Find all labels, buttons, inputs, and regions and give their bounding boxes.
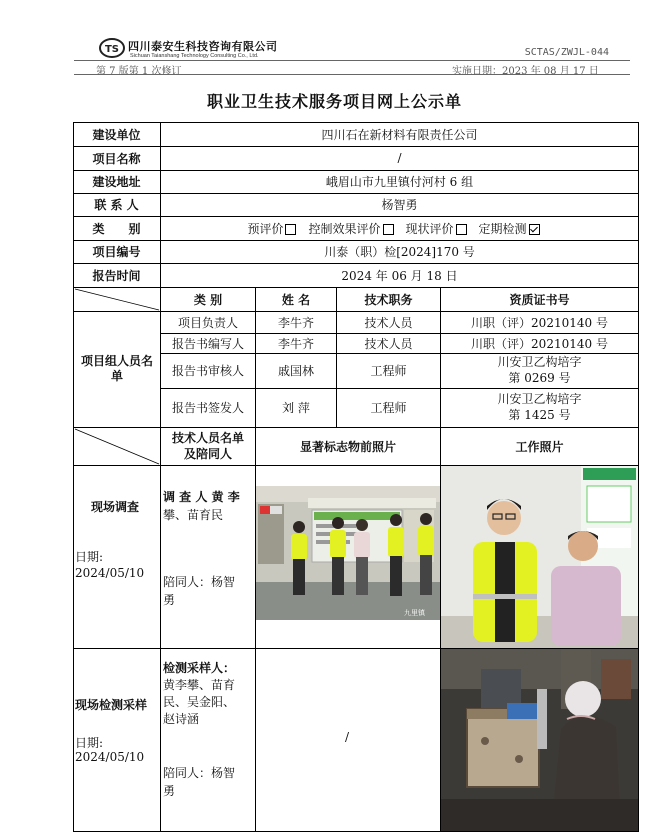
cert-line: 第 1425 号: [508, 407, 571, 422]
header-staff-list-line: 及陪同人: [183, 447, 232, 461]
category-option: [308, 220, 397, 237]
cert-line: 第 0269 号: [508, 370, 571, 385]
category-option: [479, 220, 544, 237]
team-row-name: 戚国林: [277, 364, 314, 378]
team-row-cert: [441, 353, 638, 388]
label-project-name: 项目名称: [92, 151, 141, 166]
survey-date-label: 日期:: [75, 550, 104, 564]
samplers-line: 赵诗涵: [163, 712, 200, 726]
sampling-landmark-value: /: [345, 730, 350, 744]
header-rule: [74, 74, 630, 75]
team-header-name: 姓 名: [281, 292, 311, 307]
label-contact: 联 系 人: [94, 198, 139, 212]
team-row-job: 工程师: [370, 401, 407, 415]
team-row-type: 报告书签发人: [171, 401, 244, 415]
cert-line: 川安卫乙构培字: [497, 354, 582, 369]
header-staff-list-line: 技术人员名单: [171, 430, 244, 445]
company-name-en: Sichuan Taianshang Technology Consulting Co., Ltd.: [130, 53, 259, 59]
photo-watermark: 九里镇: [404, 609, 425, 617]
label-project-number: 项目编号: [92, 245, 141, 259]
category-options: [161, 216, 638, 240]
publicity-table: [73, 122, 639, 832]
diagonal-slash: [73, 427, 161, 466]
investigators-line: 调 查 人 黄 李: [163, 490, 240, 504]
sampling-date: 2024/05/10: [75, 750, 145, 764]
company-name: 四川泰安生科技咨询有限公司: [128, 40, 278, 53]
category-option: [247, 220, 300, 237]
samplers-line: 黄李攀、苗育: [163, 678, 236, 692]
category-option-label: 现状评价: [405, 221, 454, 236]
value-report-time: 2024 年 06 月 18 日: [341, 268, 458, 283]
value-project-name: /: [397, 151, 402, 165]
edition-info: 第 7 版第 1 次修订: [96, 66, 182, 77]
category-option: [406, 220, 471, 237]
team-row-name: 刘 萍: [282, 401, 310, 415]
document-number: SCTAS/ZWJL-044: [524, 47, 609, 58]
team-row-type: 报告书编写人: [171, 336, 244, 351]
header-staff-list: [161, 427, 255, 465]
label-team-members: 项目组人员名单: [80, 354, 153, 383]
document-title: 职业卫生技术服务项目网上公示单: [206, 92, 462, 111]
label-construction-unit: 建设单位: [92, 127, 141, 142]
label-report-time: 报告时间: [92, 268, 141, 283]
work-photo-sampling: [441, 649, 638, 831]
sampling-companion: [163, 764, 235, 800]
work-photo-survey: [441, 466, 638, 648]
investigators-line: 攀、苗育民: [163, 508, 224, 522]
checkbox-icon: [285, 224, 296, 235]
label-site-survey: 现场调查: [91, 500, 140, 514]
category-option-label: 定期检测: [478, 221, 527, 236]
header-rule: [74, 60, 630, 61]
svg-text:TS: TS: [104, 44, 120, 55]
value-project-number: 川泰（职）检[2024]170 号: [324, 245, 475, 259]
label-address: 建设地址: [92, 175, 141, 189]
team-header-cert: 资质证书号: [509, 292, 570, 307]
header-work-photo: 工作照片: [515, 439, 564, 454]
checked-checkbox-icon: [529, 224, 540, 235]
label-category: 类 别: [92, 221, 141, 236]
team-header-type: 类 别: [193, 292, 223, 307]
team-row-type: 项目负责人: [177, 315, 238, 330]
samplers-line: 民、吴金阳、: [163, 695, 236, 709]
value-address: 峨眉山市九里镇付河村 6 组: [325, 175, 474, 189]
team-row-cert: [441, 388, 638, 427]
checkbox-icon: [383, 224, 394, 235]
survey-companion: [163, 573, 235, 609]
companion-line: 陪同人：杨智: [163, 575, 236, 589]
checkbox-icon: [456, 224, 467, 235]
companion-line: 陪同人：杨智: [163, 766, 236, 780]
samplers-line: 检测采样人：: [163, 661, 236, 675]
team-row-cert: 川职（评）20210140 号: [471, 315, 608, 330]
team-row-name: 李牛齐: [277, 336, 314, 351]
team-row-job: 技术人员: [364, 336, 413, 351]
diagonal-slash: [73, 287, 161, 312]
sampling-personnel: [163, 660, 235, 728]
cert-line: 川安卫乙构培字: [497, 391, 582, 406]
header-landmark-photo: 显著标志物前照片: [299, 439, 396, 454]
category-option-label: 控制效果评价: [308, 221, 381, 236]
companion-line: 勇: [163, 784, 176, 798]
label-site-sampling: 现场检测采样: [75, 698, 148, 712]
survey-investigators: [163, 488, 240, 524]
companion-line: 勇: [163, 593, 176, 607]
category-option-label: 预评价: [247, 221, 284, 236]
team-row-cert: 川职（评）20210140 号: [471, 336, 608, 351]
implementation-date: 实施日期：2023 年 08 月 17 日: [452, 66, 599, 77]
team-row-name: 李牛齐: [277, 315, 314, 330]
value-contact: 杨智勇: [381, 198, 418, 212]
team-row-job: 工程师: [370, 364, 407, 378]
landmark-photo: [256, 486, 440, 620]
team-row-type: 报告书审核人: [171, 364, 244, 378]
survey-date: 2024/05/10: [75, 566, 145, 580]
team-row-job: 技术人员: [364, 315, 413, 330]
sampling-date-label: 日期:: [75, 736, 104, 750]
team-header-job: 技术职务: [364, 292, 413, 307]
company-logo: [98, 36, 126, 60]
value-construction-unit: 四川石在新材料有限责任公司: [321, 127, 478, 142]
